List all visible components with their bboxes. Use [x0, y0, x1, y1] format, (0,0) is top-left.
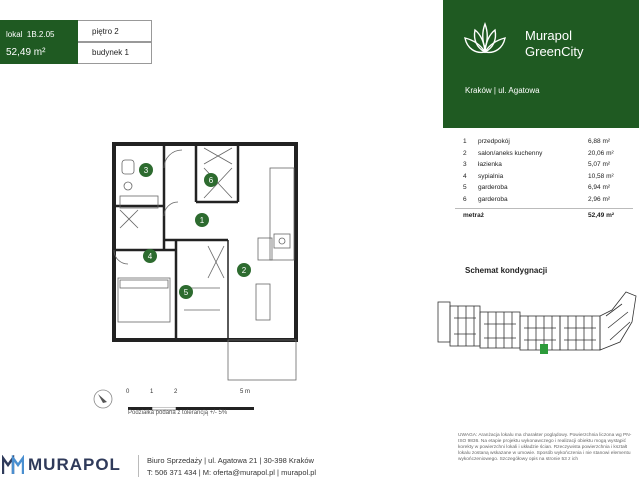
room-name: salon/aneks kuchenny — [478, 149, 543, 157]
disclaimer-text: UWAGA: Aranżacja lokalu ma charakter poglądowy. Powierzchnia liczona wg PN-ISO 9836. Na etapie projektu wykonawczego i realizacji obiektu mogą wystąpić korekty w powierzchni lokali i układzie ścian. Rzeczywista powierzchnia i kształt lokalu zostaną wskazane w umowie. Sposób wykończenia i nie stanowi elementu wykończeniowego. Szczegółowy opis na stronie 53 z ich — [458, 433, 632, 462]
room-area: 6,94 m² — [588, 184, 611, 191]
total-area: 52,49 m² — [588, 212, 615, 219]
scale-bar — [128, 398, 256, 402]
room-badge — [195, 213, 209, 227]
sales-office-address: Biuro Sprzedaży | ul. Agatowa 21 | 30-398 Kraków — [147, 456, 314, 465]
murapol-logo-icon — [2, 455, 24, 475]
unit-id — [6, 30, 54, 39]
room-number: 3 — [463, 161, 467, 168]
room-badge — [237, 263, 251, 277]
room-area: 5,07 m² — [588, 161, 611, 168]
room-area: 6,88 m² — [588, 138, 611, 145]
total-row — [455, 212, 635, 222]
svg-text:3: 3 — [143, 166, 149, 175]
room-number: 4 — [463, 172, 467, 180]
floor-plan — [108, 138, 308, 383]
room-name: przedpokój — [478, 138, 510, 145]
compass-icon — [92, 388, 114, 410]
murapol-logo-text: MURAPOL — [28, 455, 121, 474]
room-badge — [139, 163, 153, 177]
room-row — [455, 196, 635, 208]
unit-highlight — [540, 344, 548, 354]
room-name: sypialnia — [478, 172, 504, 180]
scale-label: 2 — [174, 389, 178, 395]
tolerance-note: Podziałka podana z tolerancją +/- 5% — [128, 410, 228, 416]
room-row — [455, 161, 635, 173]
room-badge — [143, 249, 157, 263]
room-name: garderoba — [478, 184, 508, 191]
rooms-divider — [455, 208, 633, 209]
total-label: metraż — [463, 212, 484, 219]
room-row — [455, 184, 635, 196]
svg-text:1: 1 — [199, 216, 205, 225]
svg-text:5: 5 — [183, 288, 189, 297]
room-name: garderoba — [478, 195, 508, 203]
brand-name — [525, 28, 584, 60]
brand-name-line1: Murapol — [525, 28, 572, 43]
room-row — [455, 173, 635, 185]
unit-id-value: 1B.2.05 — [26, 30, 55, 39]
scale-label: 1 — [150, 389, 154, 395]
room-number: 1 — [463, 138, 467, 145]
floor-schema-drawing — [436, 282, 639, 432]
room-area: 10,58 m² — [588, 172, 614, 180]
scale-label: 0 — [126, 389, 130, 395]
rooms-table — [455, 138, 635, 222]
room-area: 2,96 m² — [588, 195, 611, 203]
brand-panel — [443, 0, 639, 128]
greencity-logo-icon — [463, 18, 507, 58]
footer-divider — [138, 455, 139, 477]
room-number: 2 — [463, 149, 467, 157]
room-badge — [179, 285, 193, 299]
brand-location: Kraków | ul. Agatowa — [465, 86, 540, 95]
unit-area: 52,49 m² — [6, 47, 46, 58]
room-row — [455, 150, 635, 162]
svg-text:4: 4 — [147, 252, 153, 261]
unit-id-label: lokal — [6, 30, 23, 39]
contact-info: T: 506 371 434 | M: oferta@murapol.pl | murapol.pl — [147, 468, 317, 477]
svg-text:2: 2 — [241, 266, 247, 275]
room-name: łazienka — [478, 161, 502, 168]
floor-label: piętro 2 — [92, 27, 119, 36]
room-number: 6 — [463, 195, 467, 203]
svg-text:6: 6 — [208, 176, 214, 185]
room-badge — [204, 173, 218, 187]
room-number: 5 — [463, 184, 467, 191]
building-cell — [78, 41, 152, 64]
building-label: budynek 1 — [92, 48, 129, 57]
unit-info-box — [0, 20, 152, 64]
floor-cell — [78, 20, 152, 43]
floor-schema-title: Schemat kondygnacji — [465, 266, 548, 275]
room-area: 20,06 m² — [588, 149, 614, 157]
brand-name-line2: GreenCity — [525, 44, 584, 59]
scale-label: 5 m — [240, 389, 251, 395]
unit-id-cell — [0, 20, 78, 64]
room-row — [455, 138, 635, 150]
